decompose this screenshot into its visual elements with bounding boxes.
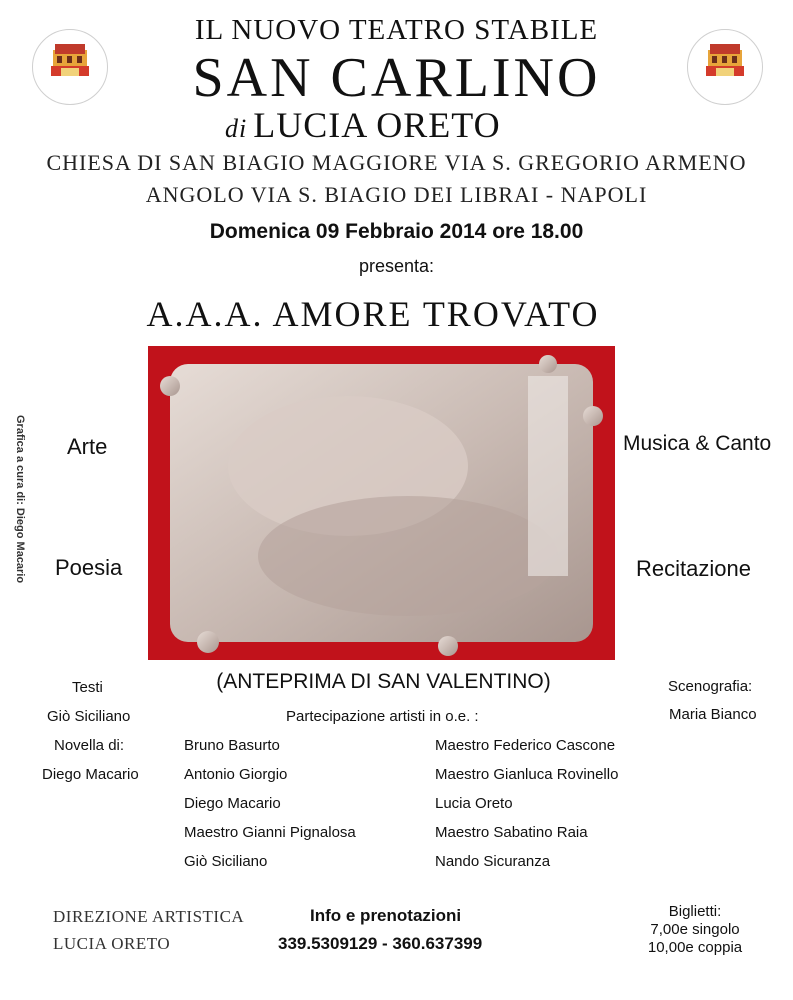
tickets-block [620,903,770,957]
artist-name: Giò Siciliano [184,853,268,870]
price-couple: 10,00e coppia [647,939,743,956]
testi-name: Giò Siciliano [47,708,131,725]
artist-name: Diego Macario [184,795,281,812]
event-date: Domenica 09 Febbraio 2014 ore 18.00 [209,220,584,243]
scenografia-label: Scenografia: [668,678,753,695]
phone-numbers: 339.5309129 - 360.637399 [278,934,483,953]
artist-name: Maestro Federico Cascone [435,737,616,754]
anteprima-subtitle: (ANTEPRIMA DI SAN VALENTINO) [216,670,551,693]
artists-right-list [435,731,618,876]
novella-label: Novella di: [54,737,125,754]
label-poesia: Poesia [55,555,123,580]
info-label: Info e prenotazioni [310,906,462,925]
show-title: A.A.A. AMORE TROVATO [146,294,600,334]
label-musica-canto: Musica & Canto [623,432,772,455]
participation-title: Partecipazione artisti in o.e. : [286,708,479,725]
artist-name: Maestro Gianluca Rovinello [435,766,619,783]
artist-name: Maestro Gianni Pignalosa [184,824,356,841]
address-line2: ANGOLO VIA S. BIAGIO DEI LIBRAI - NAPOLI [145,182,648,207]
artist-name: Nando Sicuranza [435,853,551,870]
artist-name: Maestro Sabatino Raia [435,824,588,841]
theatre-title-main: SAN CARLINO [192,47,601,109]
label-arte: Arte [67,434,108,459]
scenografia-name: Maria Bianco [669,706,757,723]
direzione-label: DIREZIONE ARTISTICA [53,907,245,926]
presenta-label: presenta: [358,256,435,276]
tickets-label: Biglietti: [668,903,722,920]
novella-name: Diego Macario [42,766,139,783]
artists-left-list [184,731,356,876]
artist-name: Bruno Basurto [184,737,280,754]
sculpture-photo [148,346,615,660]
direzione-name: LUCIA ORETO [53,934,171,953]
graphics-credit-text: Grafica a cura di: Diego Macario [14,415,26,584]
artist-name: Antonio Giorgio [184,766,288,783]
di-word: di [225,114,248,143]
theatre-director-line [225,105,501,149]
artist-name: Lucia Oreto [435,795,513,812]
address-line1: CHIESA DI SAN BIAGIO MAGGIORE VIA S. GREGORIO ARMENO [46,150,747,175]
graphics-credit [14,415,32,605]
testi-label: Testi [72,679,103,696]
director-name: LUCIA ORETO [253,105,501,145]
price-single: 7,00e singolo [650,921,740,938]
theatre-title-line1: IL NUOVO TEATRO STABILE [194,14,599,46]
label-recitazione: Recitazione [636,556,751,581]
